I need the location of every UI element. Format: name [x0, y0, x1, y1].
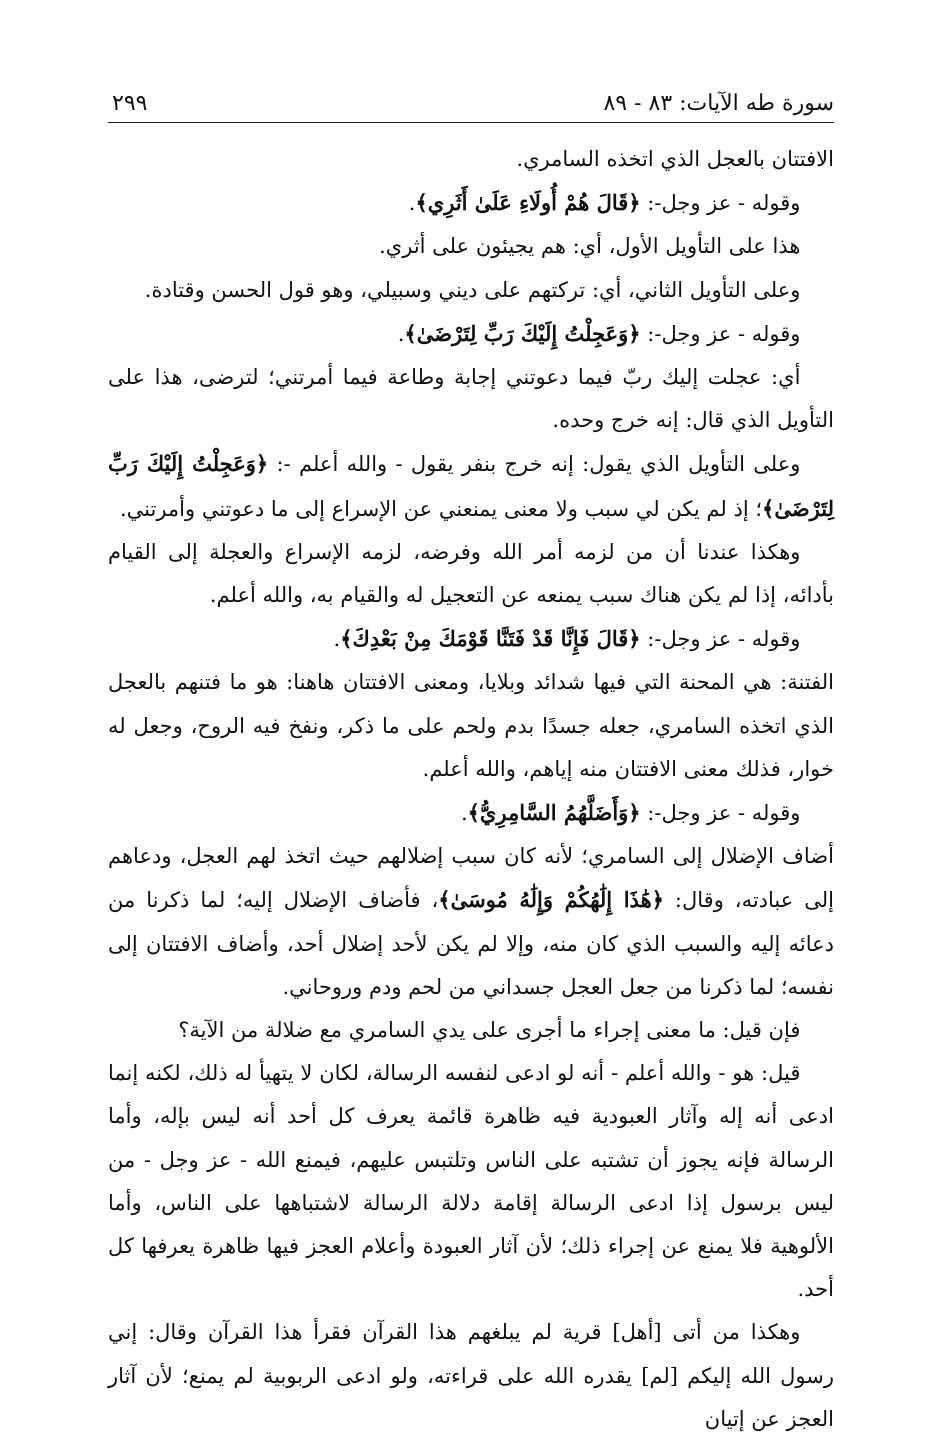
paragraph	[108, 442, 834, 530]
paragraph-text: وقوله - عز وجل-:	[640, 801, 801, 826]
quran-verse: ﴿قَالَ هُمْ أُولَاءِ عَلَىٰ أَثَرِي﴾	[415, 190, 641, 216]
paragraph-text: ، فأضاف الإضلال إليه؛ لما ذكرنا من دعائه إليه والسبب الذي كان منه، وإلا لم يكن لأحد إضلال أحد، وأضاف الافتتان إلى نفسه؛ لما ذكرنا من جعل العجل جسداني من لحم ودم وروحاني.	[108, 888, 834, 999]
paragraph-text: وقوله - عز وجل-:	[640, 627, 801, 652]
paragraph-text: وهكذا من أتى [أهل] قرية لم يبلغهم هذا القرآن فقرأ هذا القرآن وقال: إني رسول الله إليكم [لم] يقدره الله على قراءته، ولو ادعى الربوبية لم يمنع؛ لأن آثار العجز عن إتيان	[108, 1320, 834, 1431]
paragraph-text: أضاف الإضلال إلى السامري؛ لأنه كان سبب إضلالهم حيث اتخذ لهم العجل، ودعاهم إلى عبادته، وقال:	[108, 844, 834, 913]
paragraph	[108, 617, 834, 661]
paragraph	[108, 1311, 834, 1441]
paragraph	[108, 791, 834, 835]
paragraph-text: الفتنة: هي المحنة التي فيها شدائد وبلايا، ومعنى الافتتان هاهنا: هو ما فتنهم بالعجل الذي اتخذه السامري، جعله جسدًا بدم ولحم على ما ذكر، ونفخ فيه الروح، وجعل له خوار، فذلك معنى الافتتان منه إياهم، والله أعلم.	[108, 670, 834, 781]
body-text	[108, 138, 834, 1441]
quran-verse: ﴿وَعَجِلْتُ إِلَيْكَ رَبِّ لِتَرْضَىٰ﴾	[108, 451, 834, 521]
paragraph	[108, 356, 834, 442]
quran-verse: ﴿هَٰذَا إِلَٰهُكُمْ وَإِلَٰهُ مُوسَىٰ﴾	[438, 887, 664, 913]
paragraph	[108, 661, 834, 791]
quran-verse: ﴿وَأَضَلَّهُمُ السَّامِرِيُّ﴾	[467, 800, 641, 826]
paragraph	[108, 1009, 834, 1052]
paragraph	[108, 1052, 834, 1311]
paragraph-text: .	[408, 191, 416, 216]
paragraph-text: ؛ إذ لم يكن لي سبب ولا معنى يمنعني عن الإسراع إلى ما دعوتني وأمرتني.	[119, 496, 763, 521]
paragraph-text: .	[460, 801, 468, 826]
quran-verse: ﴿قَالَ فَإِنَّا قَدْ فَتَنَّا قَوْمَكَ مِنْ بَعْدِكَ﴾	[340, 626, 641, 652]
paragraph	[108, 181, 834, 225]
paragraph-text: قيل: هو - والله أعلم - أنه لو ادعى لنفسه الرسالة، لكان لا يتهيأ له ذلك، لكنه إنما ادعى أنه إله وآثار العبودية فيه ظاهرة قائمة يعرف كل أحد أنه ليس بإله، وأما الرسالة فإنه يجوز أن تشتبه على الناس وتلتبس عليهم، فيمنع الله - عز وجل - من ليس برسول إذا ادعى الرسالة إقامة دلالة الرسالة لاشتباهها على الناس، وأما الألوهية فلا يمنع عن إجراء ذلك؛ لأن آثار العبودة وأعلام العجز فيها ظاهرة يعرفها كل أحد.	[108, 1061, 834, 1302]
paragraph-text: وهكذا عندنا أن من لزمه أمر الله وفرضه، لزمه الإسراع والعجلة إلى القيام بأدائه، إذا لم يكن هناك سبب يمنعه عن التعجيل له والقيام به، والله أعلم.	[108, 539, 834, 608]
paragraph-text: .	[397, 321, 405, 346]
paragraph	[108, 138, 834, 181]
paragraph-text: .	[333, 627, 341, 652]
paragraph-text: فإن قيل: ما معنى إجراء ما أجرى على يدي السامري مع ضلالة من الآية؟	[178, 1018, 801, 1043]
paragraph-text: وقوله - عز وجل-:	[640, 191, 801, 216]
paragraph-text: الافتتان بالعجل الذي اتخذه السامري.	[516, 147, 834, 171]
paragraph	[108, 312, 834, 356]
paragraph-text: وعلى التأويل الذي يقول: إنه خرج بنفر يقول - والله أعلم -:	[268, 452, 801, 477]
page-header	[112, 80, 834, 116]
paragraph	[108, 531, 834, 617]
paragraph-text: أي: عجلت إليك ربّ فيما دعوتني إجابة وطاعة فيما أمرتني؛ لترضى، هذا على التأويل الذي قال: إنه خرج وحده.	[108, 365, 834, 433]
paragraph-text: وقوله - عز وجل-:	[640, 321, 801, 346]
quran-verse: ﴿وَعَجِلْتُ إِلَيْكَ رَبِّ لِتَرْضَىٰ﴾	[404, 320, 641, 346]
paragraph-text: هذا على التأويل الأول، أي: هم يجيئون على أثري.	[379, 234, 801, 259]
page-number: ٢٩٩	[112, 91, 148, 116]
paragraph	[108, 835, 834, 1009]
surah-title: سورة طه الآيات: ٨٣ - ٨٩	[603, 91, 834, 116]
paragraph	[108, 225, 834, 268]
paragraph	[108, 269, 834, 312]
header-divider	[108, 122, 834, 123]
paragraph-text: وعلى التأويل الثاني، أي: تركتهم على ديني وسبيلي، وهو قول الحسن وقتادة.	[144, 277, 801, 302]
